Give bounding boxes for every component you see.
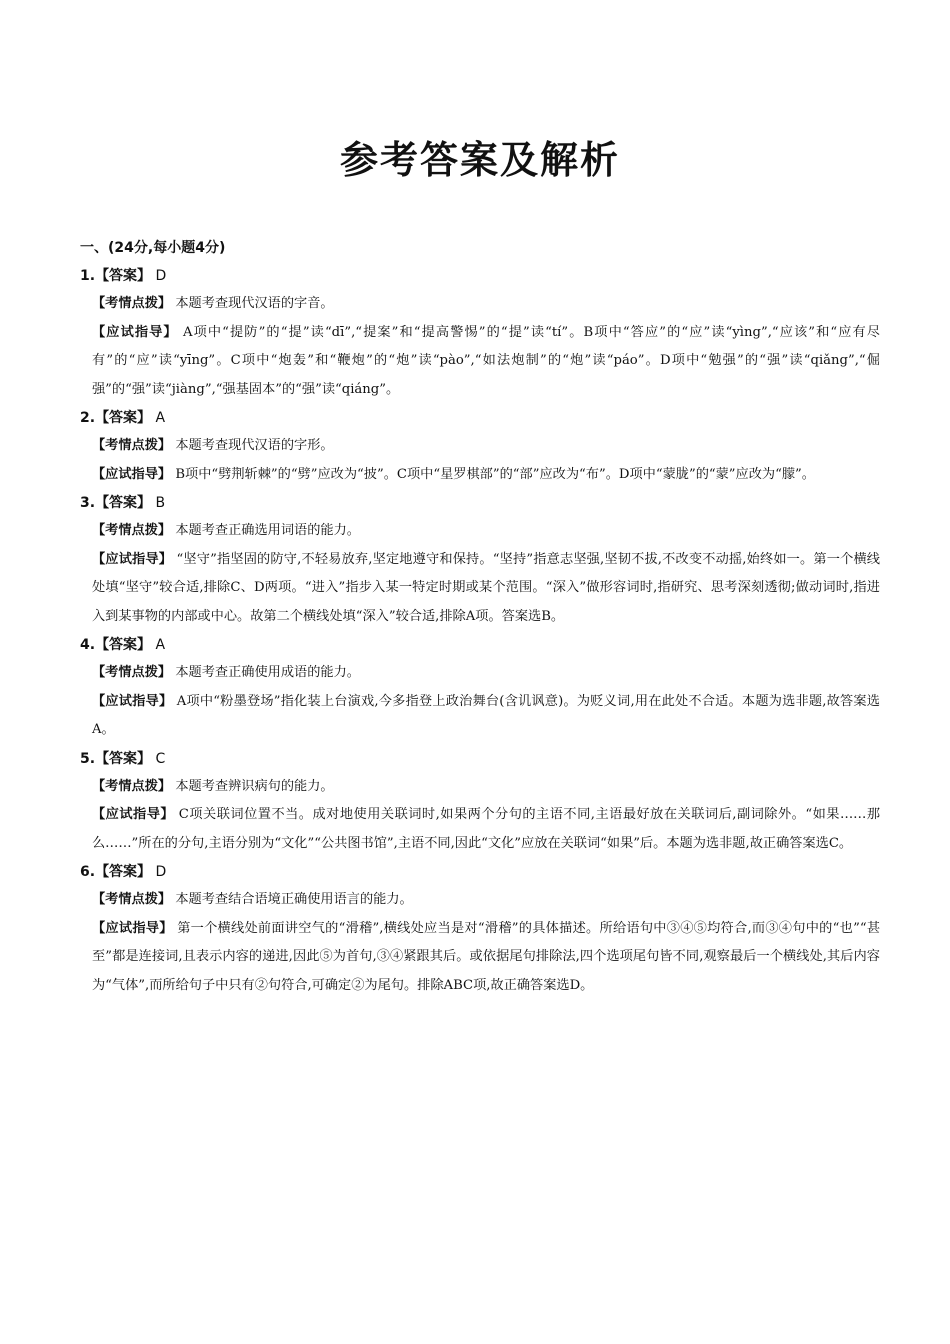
question-block: [80, 745, 880, 859]
insight-tag: 【考情点拨】: [92, 523, 172, 538]
answer-tag: 【答案】: [95, 268, 152, 284]
guide-tag: 【应试指导】: [92, 551, 173, 567]
guide-tag: 【应试指导】: [92, 807, 175, 822]
insight-text: 本题考查正确选用词语的能力。: [175, 523, 360, 538]
question-block: [80, 858, 880, 1000]
answer-value: D: [155, 268, 167, 284]
guide-tag: 【应试指导】: [92, 324, 178, 340]
answer-value: C: [155, 750, 166, 767]
guide-tag: 【应试指导】: [92, 920, 173, 936]
insight-tag: 【考情点拨】: [92, 296, 172, 311]
guide-paragraph: [92, 319, 880, 405]
insight-paragraph: [92, 886, 880, 915]
insight-tag: 【考情点拨】: [92, 778, 172, 794]
guide-tag: 【应试指导】: [92, 693, 173, 709]
answer-tag: 【答案】: [95, 495, 152, 511]
insight-text: 本题考查现代汉语的字音。: [175, 296, 334, 311]
insight-text: 本题考查现代汉语的字形。: [175, 438, 334, 453]
guide-paragraph: [92, 915, 880, 1001]
answer-line: [80, 858, 880, 886]
insight-text: 本题考查辨识病句的能力。: [175, 778, 334, 794]
guide-paragraph: [92, 461, 880, 490]
guide-paragraph: [92, 546, 880, 632]
question-block: [80, 631, 880, 745]
answer-value: D: [155, 864, 167, 880]
question-number: 1.: [80, 268, 96, 284]
question-number: 6.: [80, 864, 96, 880]
answer-line: [80, 404, 880, 432]
insight-text: 本题考查正确使用成语的能力。: [175, 665, 360, 680]
guide-tag: 【应试指导】: [92, 466, 172, 482]
answer-value: A: [155, 637, 166, 653]
page-title: 参考答案及解析: [339, 138, 620, 182]
answer-line: [80, 489, 880, 517]
answer-tag: 【答案】: [95, 750, 152, 767]
answer-line: [80, 745, 880, 773]
guide-text: C项关联词位置不当。成对地使用关联词时,如果两个分句的主语不同,主语最好放在关联词后,副词除外。“如果……那么……”所在的分句,主语分别为“文化”“公共图书馆”,主语不同,因此“文化”应放在关联词“如果”后。本题为选非题,故正确答案选C。: [92, 807, 881, 851]
question-block: [80, 404, 880, 489]
question-number: 2.: [80, 410, 96, 426]
insight-paragraph: [92, 432, 880, 461]
question-block: [80, 489, 880, 631]
insight-tag: 【考情点拨】: [92, 665, 172, 680]
answer-tag: 【答案】: [95, 637, 152, 653]
guide-text: “坚守”指坚固的防守,不轻易放弃,坚定地遵守和保持。“坚持”指意志坚强,坚韧不拔,不改变不动摇,始终如一。第一个横线处填“坚守”较合适,排除C、D两项。“进入”指步入某一特定时期或某个范围。“深入”做形容词时,指研究、思考深刻透彻;做动词时,指进入到某事物的内部或中心。故第二个横线处填“深入”较合适,排除A项。答案选B。: [92, 551, 880, 624]
answer-line: [80, 631, 880, 659]
answer-value: B: [155, 495, 166, 511]
guide-text: 第一个横线处前面讲空气的“滑稽”,横线处应当是对“滑稽”的具体描述。所给语句中③④⑤均符合,而③④句中的“也”“甚至”都是连接词,且表示内容的递进,因此⑤为首句,③④紧跟其后。或依据尾句排除法,四个选项尾句皆不同,观察最后一个横线处,其后内容为“气体”,而所给句子中只有②句符合,可确定②为尾句。排除ABC项,故正确答案选D。: [92, 920, 881, 993]
guide-text: B项中“劈荆斩棘”的“劈”应改为“披”。C项中“星罗棋部”的“部”应改为“布”。D项中“蒙胧”的“蒙”应改为“朦”。: [175, 466, 815, 482]
guide-text: A项中“粉墨登场”指化装上台演戏,今多指登上政治舞台(含讥讽意)。为贬义词,用在此处不合适。本题为选非题,故答案选A。: [92, 693, 880, 737]
question-number: 5.: [80, 750, 96, 767]
answer-page: [80, 130, 880, 1000]
insight-text: 本题考查结合语境正确使用语言的能力。: [175, 892, 413, 907]
question-number: 3.: [80, 495, 96, 511]
insight-tag: 【考情点拨】: [92, 892, 172, 907]
insight-paragraph: [92, 659, 880, 688]
question-block: [80, 262, 880, 404]
guide-paragraph: [92, 688, 880, 745]
answer-value: A: [155, 410, 166, 426]
question-list: [80, 262, 880, 1000]
insight-paragraph: [92, 290, 880, 319]
insight-paragraph: [92, 517, 880, 546]
guide-paragraph: [92, 801, 880, 858]
guide-text: A项中“提防”的“提”读“dī”,“提案”和“提高警惕”的“提”读“tí”。B项中“答应”的“应”读“yìng”,“应该”和“应有尽有”的“应”读“yīng”。C项中“炮轰”和“鞭炮”的“炮”读“pào”,“如法炮制”的“炮”读“páo”。D项中“勉强”的“强”读“qiǎng”,“倔强”的“强”读“jiàng”,“强基固本”的“强”读“qiáng”。: [92, 324, 880, 397]
insight-paragraph: [92, 773, 880, 802]
answer-tag: 【答案】: [95, 864, 152, 880]
section-heading: 一、(24分,每小题4分): [80, 240, 226, 256]
insight-tag: 【考情点拨】: [92, 438, 172, 453]
answer-tag: 【答案】: [95, 410, 152, 426]
question-number: 4.: [80, 637, 96, 653]
answer-line: [80, 262, 880, 290]
